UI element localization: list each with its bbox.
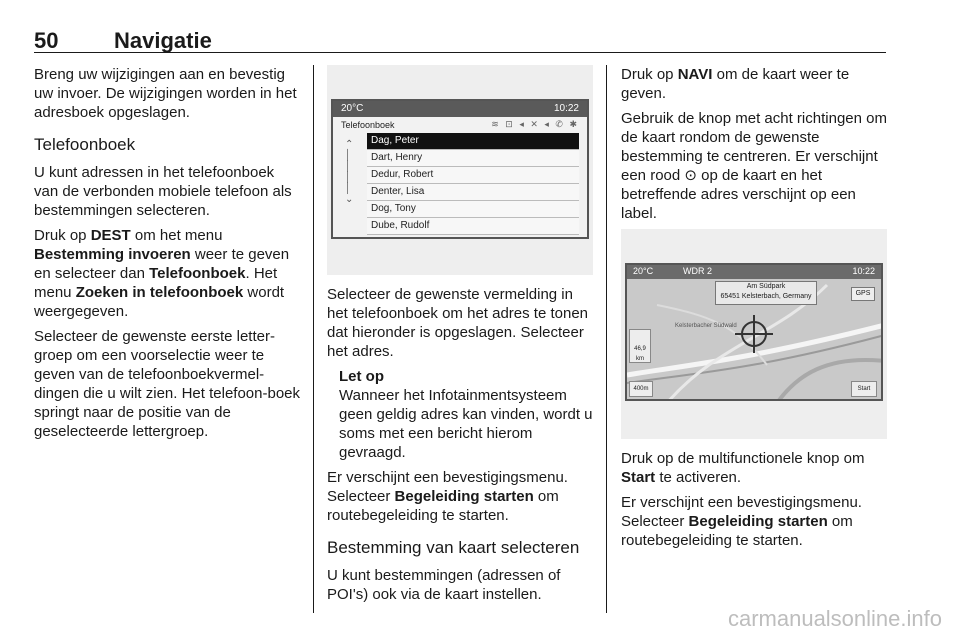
map-screen	[625, 263, 883, 401]
paragraph-dest: Druk op DEST om het menu Bestemming invoeren weer te geven en selecteer dan Telefoonboek. Het menu Zoeken in telefoonboek wordt weergegeven.	[34, 227, 290, 320]
status-bar	[333, 101, 587, 117]
map-figure	[621, 229, 887, 439]
status-icons: ≋ ⊡ ◂ ✕ ◂ ✆ ✱	[491, 119, 579, 129]
page-header	[34, 28, 886, 53]
column-2	[327, 65, 593, 610]
list-item[interactable]: Dedur, Robert	[367, 167, 579, 184]
place-label: Kelsterbacher Südwald	[675, 323, 737, 329]
contact-list	[367, 133, 579, 235]
column-divider	[313, 65, 314, 613]
page-title: Navigatie	[114, 28, 212, 53]
list-item[interactable]: Dag, Peter	[367, 133, 579, 150]
column-3	[621, 65, 887, 556]
paragraph: Er verschijnt een bevestigingsmenu. Selecteer Begeleiding starten om routebegeleiding te starten.	[621, 494, 862, 549]
page-number: 50	[34, 28, 59, 53]
paragraph: U kunt bestemmingen (adressen of POI's) ook via de kaart instellen.	[327, 567, 561, 603]
paragraph: Selecteer de gewenste eerste letter-groep om een voorselectie weer te geven van de telefoonboekvermel-dingen die u wilt zien. Het telefoon-boek springt naar de positie van de geselecteerde lettergroep.	[34, 328, 301, 440]
column-1	[34, 65, 300, 447]
intro-paragraph: Breng uw wijzigingen aan en bevestig uw invoer. De wijzigingen worden in het adresboek opgeslagen.	[34, 66, 297, 121]
watermark: carmanualsonline.info	[727, 606, 942, 631]
column-divider	[606, 65, 607, 613]
section-heading-kaart: Bestemming van kaart selecteren	[327, 538, 580, 557]
section-heading-telefoonboek: Telefoonboek	[34, 135, 136, 154]
paragraph: U kunt adressen in het telefoonboek van de verbonden mobiele telefoon als bestemmingen selecteren.	[34, 164, 292, 219]
clock: 10:22	[553, 103, 579, 114]
distance-panel: 46,9 km	[629, 329, 651, 363]
paragraph: Selecteer de gewenste vermelding in het telefoonboek om het adres te tonen dat hieronder is opgeslagen. Selecteer het adres.	[327, 286, 589, 360]
note-title: Let op	[339, 368, 384, 385]
map-scale: 400m	[629, 381, 653, 397]
map-status-bar	[627, 265, 881, 279]
scroll-arrows-icon: ⌃ │ │ │ │ ⌄	[345, 139, 354, 205]
crosshair-icon	[741, 321, 767, 347]
phonebook-screen	[331, 99, 589, 239]
note-box	[327, 367, 593, 462]
radio-station: WDR 2	[683, 266, 712, 276]
address-label: Am Südpark 65451 Kelsterbach, Germany	[715, 281, 817, 305]
paragraph: Er verschijnt een bevestigingsmenu. Selecteer Begeleiding starten om routebegeleiding te starten.	[327, 469, 568, 524]
list-item[interactable]: Denter, Lisa	[367, 184, 579, 201]
phonebook-figure	[327, 65, 593, 275]
paragraph: Druk op NAVI om de kaart weer te geven.	[621, 66, 850, 102]
paragraph: Druk op de multifunctionele knop om Start te activeren.	[621, 450, 865, 486]
list-item[interactable]: Dart, Henry	[367, 150, 579, 167]
paragraph: Gebruik de knop met acht richtingen om de kaart rondom de gewenste bestemming te centreren. Er verschijnt een rood ⊙ op de kaart en het betreffende adres verschijnt op een label.	[621, 110, 887, 222]
start-button[interactable]: Start	[851, 381, 877, 397]
list-item[interactable]: Dube, Rudolf	[367, 218, 579, 235]
gps-button[interactable]: GPS	[851, 287, 875, 301]
clock: 10:22	[852, 266, 875, 276]
screen-title: Telefoonboek	[341, 120, 395, 130]
temperature: 20°C	[633, 266, 654, 276]
list-item[interactable]: Dog, Tony	[367, 201, 579, 218]
note-text: Wanneer het Infotainmentsysteem geen geldig adres kan vinden, wordt u soms met een bericht hierom gevraagd.	[339, 387, 593, 461]
temperature: 20°C	[341, 103, 364, 114]
